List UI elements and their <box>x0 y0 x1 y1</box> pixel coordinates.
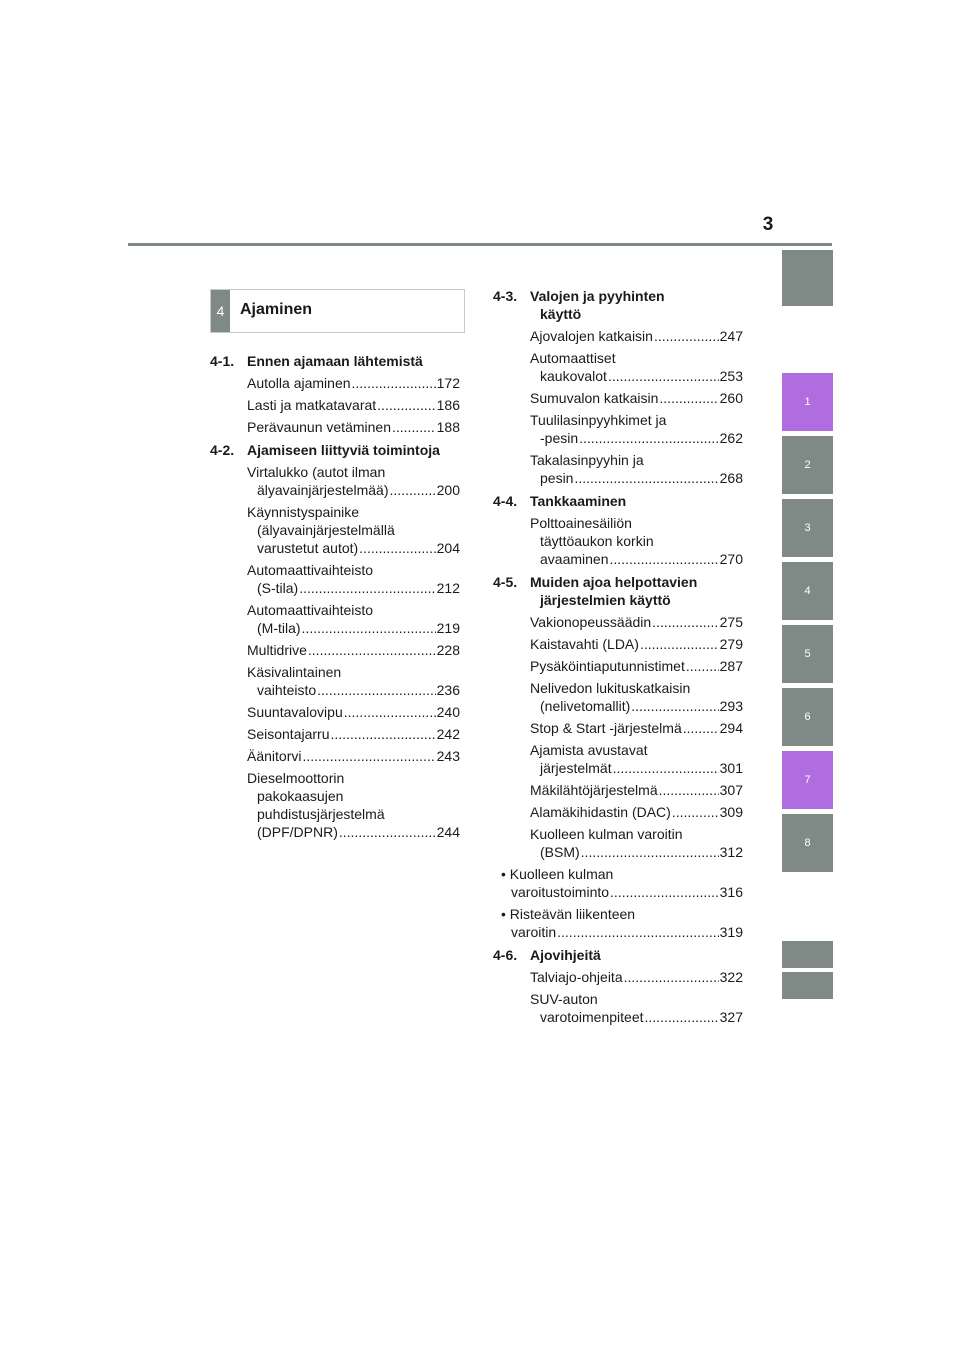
entry-text: Ajovalojen katkaisin <box>530 328 653 344</box>
dot-leader <box>302 747 435 765</box>
entry-text: älyavainjärjestelmää) <box>257 482 389 498</box>
section-title: Ennen ajamaan lähtemistä <box>247 353 423 369</box>
entry-text: Ajamista avustavat <box>530 742 648 758</box>
entry-page-number: 307 <box>719 782 743 798</box>
entry-text: Pysäköintiaputunnistimet <box>530 658 685 674</box>
toc-entry[interactable] <box>501 905 743 941</box>
entry-text: täyttöaukon korkin <box>540 533 654 549</box>
entry-page-number: 247 <box>719 328 743 344</box>
entry-text: (nelivetomallit) <box>540 698 631 714</box>
section-title: Muiden ajoa helpottavien <box>530 574 698 590</box>
toc-entry[interactable] <box>530 327 743 345</box>
toc-entry[interactable] <box>530 349 743 385</box>
entry-text: Äänitorvi <box>247 748 302 764</box>
entry-page-number: 319 <box>719 924 743 940</box>
entry-text: Talviajo-ohjeita <box>530 969 623 985</box>
entry-text: (älyavainjärjestelmällä <box>257 522 395 538</box>
toc-section <box>210 352 460 436</box>
section-number: 4-3. <box>493 288 518 304</box>
entry-text: Käynnistyspainike <box>247 504 360 520</box>
dot-leader <box>574 469 718 487</box>
chapter-tab-label: 2 <box>804 459 811 471</box>
dot-leader <box>613 759 719 777</box>
chapter-tab-label: 3 <box>804 522 811 534</box>
toc-entry[interactable] <box>530 719 743 737</box>
section-number: 4-4. <box>493 493 518 509</box>
entry-text: Automaattivaihteisto <box>247 602 374 618</box>
chapter-tab-7[interactable] <box>782 751 833 809</box>
entry-text: Käsivalintainen <box>247 664 342 680</box>
chapter-tab-4[interactable] <box>782 562 833 620</box>
dot-leader <box>659 389 718 407</box>
chapter-title: Ajaminen <box>240 301 313 318</box>
chapter-heading <box>210 289 465 333</box>
page-number: 3 <box>762 214 774 235</box>
entry-text: Virtalukko (autot ilman <box>247 464 386 480</box>
toc-entry[interactable] <box>247 463 460 499</box>
chapter-number: 4 <box>211 290 230 332</box>
entry-page-number: 219 <box>436 620 460 636</box>
toc-entry[interactable] <box>530 990 743 1026</box>
entry-text: (BSM) <box>540 844 580 860</box>
toc-entry[interactable] <box>530 781 743 799</box>
dot-leader <box>654 327 719 345</box>
entry-page-number: 270 <box>719 551 743 567</box>
entry-text: Kaistavahti (LDA) <box>530 636 639 652</box>
dot-leader <box>608 367 719 385</box>
entry-text: Suuntavalovipu <box>247 704 343 720</box>
chapter-tab-blank[interactable] <box>782 250 833 306</box>
entry-text: Automaattiset <box>530 350 616 366</box>
chapter-tab-label: 8 <box>804 837 811 849</box>
entry-page-number: 287 <box>719 658 743 674</box>
entry-page-number: 244 <box>436 824 460 840</box>
dot-leader <box>610 883 719 901</box>
chapter-tab-5[interactable] <box>782 625 833 683</box>
dot-leader <box>317 681 435 699</box>
section-number: 4-6. <box>493 947 518 963</box>
toc-entry[interactable] <box>501 865 743 901</box>
toc-section <box>493 287 743 487</box>
toc-entry[interactable] <box>247 703 460 721</box>
entry-page-number: 312 <box>719 844 743 860</box>
toc-entry[interactable] <box>530 679 743 715</box>
entry-page-number: 294 <box>719 720 743 736</box>
entry-page-number: 243 <box>436 748 460 764</box>
entry-text: -pesin <box>540 430 579 446</box>
entry-page-number: 188 <box>436 419 460 435</box>
entry-page-number: 236 <box>436 682 460 698</box>
entry-page-number: 309 <box>719 804 743 820</box>
dot-leader <box>299 579 435 597</box>
dot-leader <box>640 635 719 653</box>
entry-page-number: 327 <box>719 1009 743 1025</box>
entry-page-number: 279 <box>719 636 743 652</box>
entry-page-number: 240 <box>436 704 460 720</box>
toc-entry[interactable] <box>247 374 460 392</box>
section-title: Valojen ja pyyhinten <box>530 288 665 304</box>
dot-leader <box>344 703 436 721</box>
entry-text: (M-tila) <box>257 620 301 636</box>
toc-entry[interactable] <box>530 803 743 821</box>
entry-text: Perävaunun vetäminen <box>247 419 391 435</box>
section-title: Ajamiseen liittyviä toimintoja <box>247 442 440 458</box>
chapter-tab-label: 6 <box>804 711 811 723</box>
entry-text: Multidrive <box>247 642 307 658</box>
chapter-tab-2[interactable] <box>782 436 833 494</box>
entry-page-number: 262 <box>719 430 743 446</box>
toc-entry[interactable] <box>247 418 460 436</box>
entry-text: puhdistusjärjestelmä <box>257 806 385 822</box>
toc-entry[interactable] <box>530 613 743 631</box>
section-title: käyttö <box>540 306 582 322</box>
toc-entry[interactable] <box>247 601 460 637</box>
chapter-tab-1[interactable] <box>782 373 833 431</box>
dot-leader <box>302 619 436 637</box>
toc-section <box>493 492 743 568</box>
chapter-tab-blank[interactable] <box>782 941 833 968</box>
chapter-tab-blank[interactable] <box>782 972 833 999</box>
entry-text: Nelivedon lukituskatkaisin <box>530 680 691 696</box>
entry-text: Stop & Start -järjestelmä <box>530 720 682 736</box>
toc-entry[interactable] <box>530 657 743 675</box>
toc-entry[interactable] <box>247 769 460 841</box>
dot-leader <box>624 968 719 986</box>
toc-entry[interactable] <box>530 389 743 407</box>
toc-entry[interactable] <box>530 741 743 777</box>
entry-page-number: 301 <box>719 760 743 776</box>
dot-leader <box>392 418 436 436</box>
entry-page-number: 204 <box>436 540 460 556</box>
entry-text: varoitustoiminto <box>511 884 610 900</box>
toc-entry[interactable] <box>247 663 460 699</box>
entry-page-number: 253 <box>719 368 743 384</box>
entry-text: järjestelmät <box>540 760 612 776</box>
toc-entry[interactable] <box>247 747 460 765</box>
dot-leader <box>390 481 436 499</box>
entry-text: Automaattivaihteisto <box>247 562 374 578</box>
toc-section <box>493 946 743 1026</box>
toc-entry[interactable] <box>530 451 743 487</box>
entry-text: Vakionopeussäädin <box>530 614 652 630</box>
entry-text: varoitin <box>511 924 557 940</box>
chapter-tab-label: 1 <box>804 396 811 408</box>
dot-leader <box>631 697 718 715</box>
dot-leader <box>308 641 436 659</box>
dot-leader <box>659 781 719 799</box>
entry-page-number: 322 <box>719 969 743 985</box>
section-number: 4-1. <box>210 353 235 369</box>
dot-leader <box>610 550 719 568</box>
dot-leader <box>331 725 436 743</box>
dot-leader <box>359 539 435 557</box>
header-rule <box>128 243 832 246</box>
entry-text: Alamäkihidastin (DAC) <box>530 804 671 820</box>
dot-leader <box>557 923 719 941</box>
entry-page-number: 260 <box>719 390 743 406</box>
dot-leader <box>339 823 436 841</box>
chapter-tab-6[interactable] <box>782 688 833 746</box>
toc-entry[interactable] <box>530 514 743 568</box>
entry-text: Tuulilasinpyyhkimet ja <box>530 412 667 428</box>
toc-entry[interactable] <box>530 411 743 447</box>
entry-text: Dieselmoottorin <box>247 770 345 786</box>
entry-page-number: 268 <box>719 470 743 486</box>
entry-text: pakokaasujen <box>257 788 344 804</box>
entry-text: vaihteisto <box>257 682 317 698</box>
toc-entry[interactable] <box>530 968 743 986</box>
toc-entry[interactable] <box>247 396 460 414</box>
toc-section <box>493 573 743 941</box>
toc-entry[interactable] <box>247 561 460 597</box>
chapter-tab-label: 7 <box>804 774 811 786</box>
chapter-tab-3[interactable] <box>782 499 833 557</box>
dot-leader <box>683 719 719 737</box>
entry-page-number: 172 <box>436 375 460 391</box>
section-number: 4-2. <box>210 442 235 458</box>
section-number: 4-5. <box>493 574 518 590</box>
section-title: järjestelmien käyttö <box>540 592 671 608</box>
toc-entry[interactable] <box>247 641 460 659</box>
entry-page-number: 242 <box>436 726 460 742</box>
entry-text: kaukovalot <box>540 368 607 384</box>
entry-text: • Kuolleen kulman <box>501 866 614 882</box>
entry-text: Takalasinpyyhin ja <box>530 452 644 468</box>
entry-text: (S-tila) <box>257 580 299 596</box>
entry-text: Sumuvalon katkaisin <box>530 390 659 406</box>
entry-text: Kuolleen kulman varoitin <box>530 826 683 842</box>
dot-leader <box>581 843 719 861</box>
entry-text: avaaminen <box>540 551 609 567</box>
dot-leader <box>672 803 719 821</box>
entry-page-number: 275 <box>719 614 743 630</box>
dot-leader <box>579 429 719 447</box>
toc-left-column <box>210 352 460 846</box>
entry-page-number: 293 <box>719 698 743 714</box>
section-title: Ajovihjeitä <box>530 947 601 963</box>
section-title: Tankkaaminen <box>530 493 627 509</box>
entry-page-number: 228 <box>436 642 460 658</box>
toc-right-column <box>493 287 743 1031</box>
toc-entry[interactable] <box>530 825 743 861</box>
dot-leader <box>352 374 436 392</box>
toc-entry[interactable] <box>530 635 743 653</box>
entry-text: varustetut autot) <box>257 540 359 556</box>
chapter-tab-label: 5 <box>804 648 811 660</box>
entry-page-number: 316 <box>719 884 743 900</box>
dot-leader <box>377 396 435 414</box>
entry-page-number: 212 <box>436 580 460 596</box>
dot-leader <box>652 613 718 631</box>
toc-section <box>210 441 460 841</box>
entry-text: SUV-auton <box>530 991 598 1007</box>
entry-text: Polttoainesäiliön <box>530 515 632 531</box>
toc-entry[interactable] <box>247 725 460 743</box>
chapter-tab-8[interactable] <box>782 814 833 872</box>
entry-text: Autolla ajaminen <box>247 375 351 391</box>
dot-leader <box>645 1008 719 1026</box>
entry-text: varotoimenpiteet <box>540 1009 644 1025</box>
entry-page-number: 200 <box>436 482 460 498</box>
chapter-tab-label: 4 <box>804 585 811 597</box>
entry-text: Mäkilähtöjärjestelmä <box>530 782 658 798</box>
entry-text: • Risteävän liikenteen <box>501 906 636 922</box>
entry-text: pesin <box>540 470 574 486</box>
toc-entry[interactable] <box>247 503 460 557</box>
entry-text: (DPF/DPNR) <box>257 824 338 840</box>
entry-page-number: 186 <box>436 397 460 413</box>
entry-text: Lasti ja matkatavarat <box>247 397 377 413</box>
dot-leader <box>686 657 719 675</box>
entry-text: Seisontajarru <box>247 726 330 742</box>
